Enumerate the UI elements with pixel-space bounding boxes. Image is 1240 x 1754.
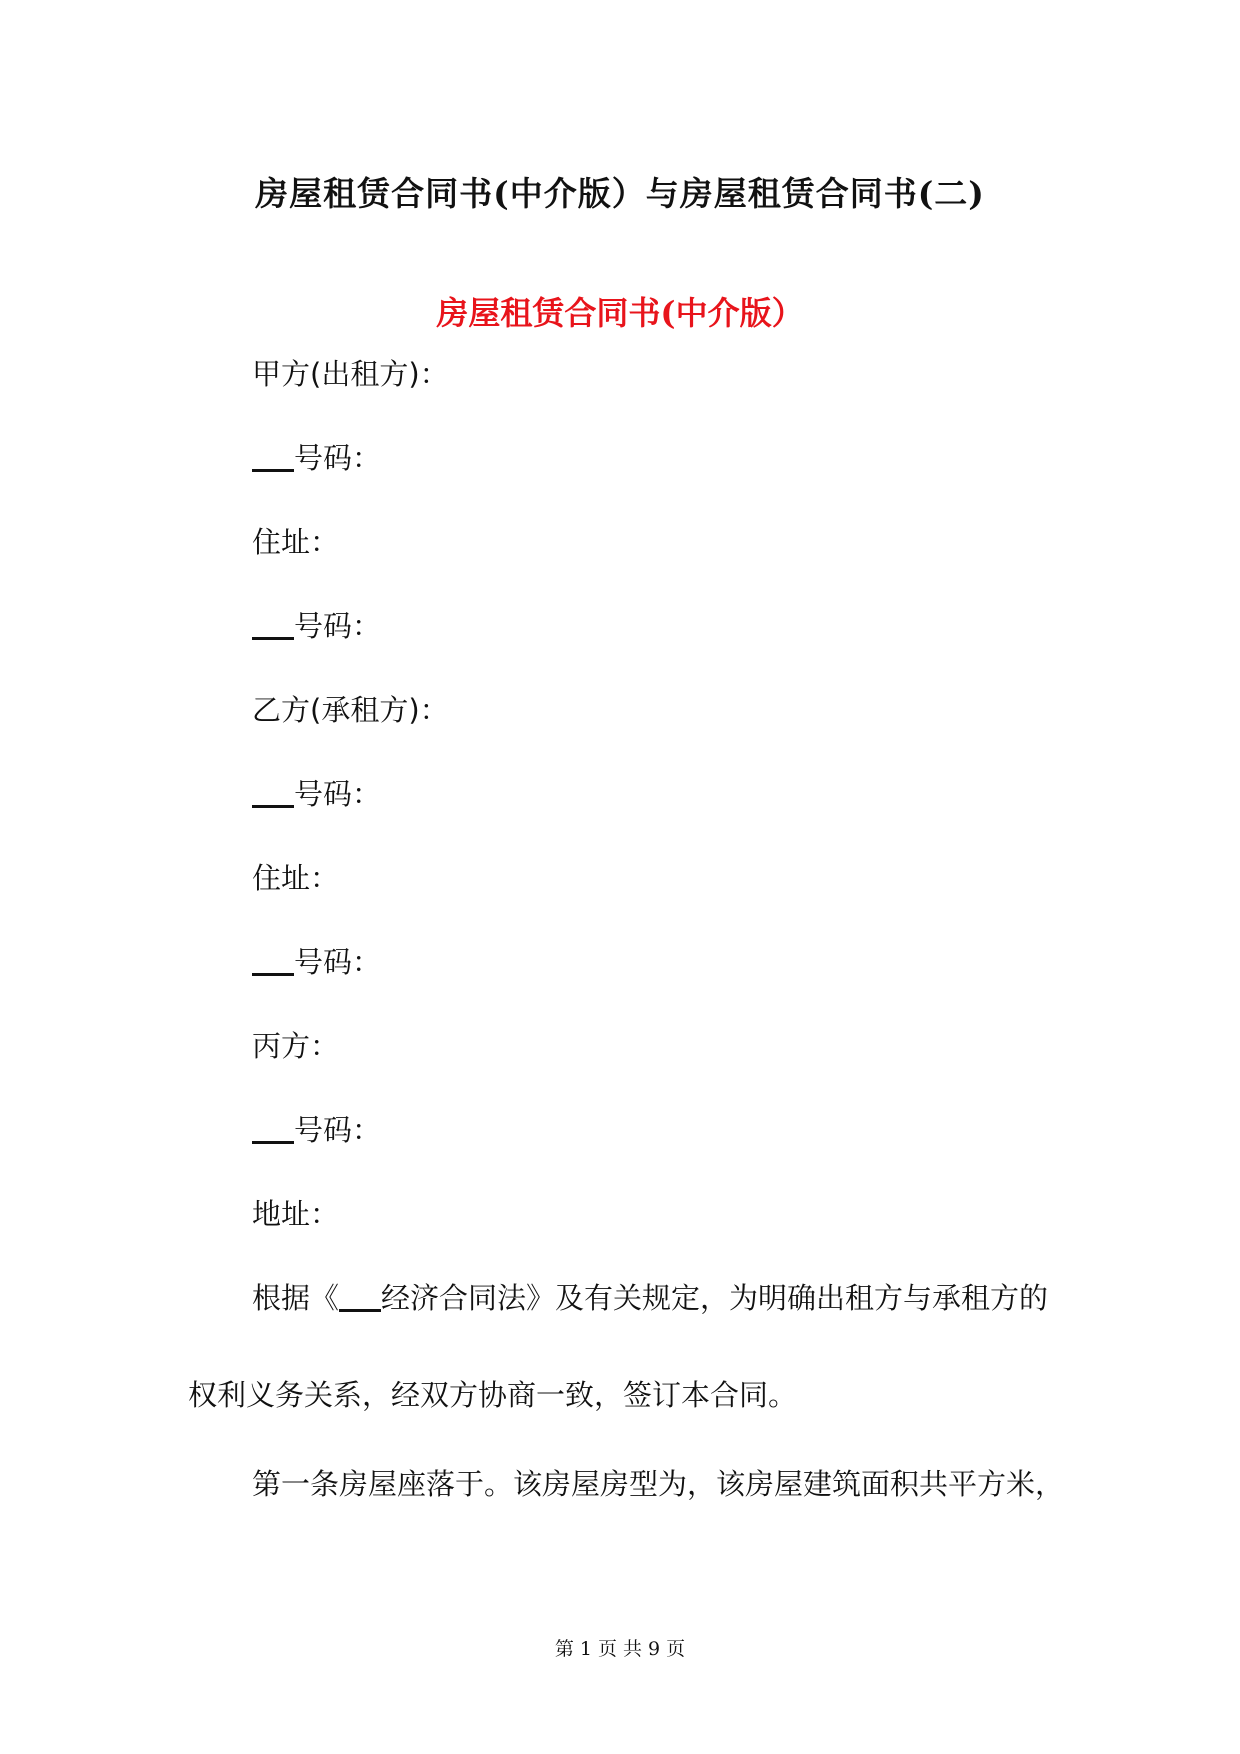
blank-underline [252, 1111, 294, 1144]
blank-underline [252, 775, 294, 808]
preamble-line-1 [252, 1278, 1048, 1318]
party-b-address-label: 住址： [252, 861, 340, 895]
party-c-address-label: 地址： [252, 1197, 340, 1231]
party-a-number2-line [252, 606, 381, 646]
blank-underline [252, 439, 294, 472]
party-b-number-line [252, 774, 381, 814]
party-c-number-line [252, 1110, 381, 1150]
party-b-number-label: 号码： [294, 777, 382, 811]
preamble-part-2: 经济合同法》及有关规定，为明确出租方与承租方的 [381, 1281, 1049, 1315]
blank-underline [339, 1279, 381, 1312]
preamble-part-1: 根据《 [252, 1281, 340, 1315]
party-a-address-label: 住址： [252, 525, 340, 559]
article-1-line: 第一条房屋座落于。该房屋房型为，该房屋建筑面积共平方米， [252, 1467, 1065, 1501]
party-c-label: 丙方： [252, 1029, 340, 1063]
blank-underline [252, 607, 294, 640]
party-a-number2-label: 号码： [294, 609, 382, 643]
page-footer: 第 1 页 共 9 页 [554, 1638, 686, 1660]
party-a-number-label: 号码： [294, 441, 382, 475]
party-c-number-label: 号码： [294, 1113, 382, 1147]
section-title: 房屋租赁合同书(中介版） [436, 294, 804, 332]
document-title: 房屋租赁合同书(中介版）与房屋租赁合同书(二) [255, 174, 985, 213]
party-a-label: 甲方(出租方)： [252, 357, 449, 391]
party-b-number2-label: 号码： [294, 945, 382, 979]
preamble-line-2: 权利义务关系，经双方协商一致，签订本合同。 [188, 1378, 798, 1412]
party-b-number2-line [252, 942, 381, 982]
blank-underline [252, 943, 294, 976]
party-a-number-line [252, 438, 381, 478]
party-b-label: 乙方(承租方)： [252, 693, 449, 727]
